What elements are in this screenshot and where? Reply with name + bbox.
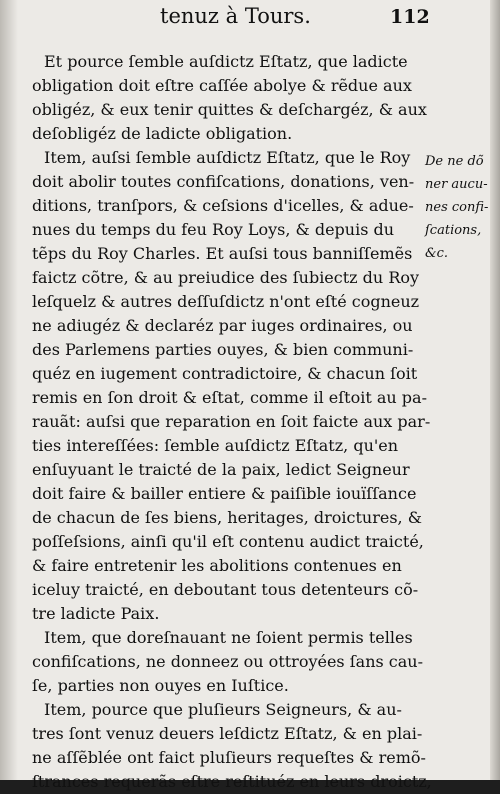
text-line: de chacun de ſes biens, heritages, droictures, &: [32, 508, 422, 527]
margin-note-line: ner aucu-: [425, 177, 488, 192]
text-line: doit faire & bailler entiere & paiſible iouïſſance: [32, 484, 417, 503]
text-line: ditions, tranſpors, & ceſsions d'icelles, & adue-: [32, 196, 414, 215]
text-line: remis en ſon droit & eſtat, comme il eſtoit au pa-: [32, 388, 427, 407]
text-line: ſtrances requerãs eſtre reſtituéz en leurs droictz,: [32, 772, 432, 791]
text-line: & faire entretenir les abolitions contenues en: [32, 556, 402, 575]
text-line: tre ladicte Paix.: [32, 604, 160, 623]
text-line: tres ſont venuz deuers leſdictz Eſtatz, & en plai-: [32, 724, 423, 743]
text-line: Item, que doreſnauant ne ſoient permis telles: [44, 628, 413, 647]
margin-note: [425, 150, 497, 265]
text-line: Item, auſsi ſemble auſdictz Eſtatz, que le Roy: [44, 148, 411, 167]
page-edge: [490, 0, 500, 780]
margin-note-line: &c.: [425, 246, 448, 261]
margin-note-line: nes confi-: [425, 200, 489, 215]
page-number: 112: [390, 6, 430, 28]
text-line: des Parlemens parties ouyes, & bien communi-: [32, 340, 414, 359]
text-line: ties intereſſées: ſemble auſdictz Eſtatz, qu'en: [32, 436, 399, 455]
running-head: [0, 2, 430, 32]
body-text: [32, 50, 432, 794]
text-line: doit abolir toutes confiſcations, donations, ven-: [32, 172, 415, 191]
text-line: ne aſſẽblée ont faict pluſieurs requeſtes & remõ-: [32, 748, 426, 767]
text-line: ſe, parties non ouyes en Iuſtice.: [32, 676, 289, 695]
margin-note-line: ſcations,: [425, 223, 482, 238]
text-line: tẽps du Roy Charles. Et auſsi tous banniſſemẽs: [32, 244, 413, 263]
text-line: quéz en iugement contradictoire, & chacun ſoit: [32, 364, 418, 383]
text-line: rauãt: auſsi que reparation en ſoit faicte aux par-: [32, 412, 431, 431]
text-line: faictz cõtre, & au preiudice des ſubiectz du Roy: [32, 268, 420, 287]
margin-note-line: De ne dõ: [425, 154, 484, 169]
text-line: Et pource ſemble auſdictz Eſtatz, que ladicte: [44, 52, 408, 71]
text-line: leſquelz & autres deſſuſdictz n'ont eſté cogneuz: [32, 292, 420, 311]
text-line: iceluy traicté, en deboutant tous detenteurs cõ-: [32, 580, 419, 599]
text-line: obligéz, & eux tenir quittes & deſchargéz, & aux: [32, 100, 427, 119]
text-line: Item, pource que pluſieurs Seigneurs, & au-: [44, 700, 402, 719]
text-line: obligation doit eſtre caſſée abolye & rẽdue aux: [32, 76, 412, 95]
gutter-shadow: [0, 0, 18, 780]
text-line: enſuyuant le traicté de la paix, ledict Seigneur: [32, 460, 410, 479]
running-head-title: tenuz à Tours.: [160, 4, 311, 28]
text-line: ne adiugéz & declaréz par iuges ordinaires, ou: [32, 316, 413, 335]
text-line: poſſeſsions, ainſi qu'il eſt contenu audict traicté,: [32, 532, 424, 551]
text-line: confiſcations, ne donneez ou ottroyées ſans cau-: [32, 652, 423, 671]
text-line: deſobligéz de ladicte obligation.: [32, 124, 293, 143]
text-line: nues du temps du feu Roy Loys, & depuis du: [32, 220, 395, 239]
